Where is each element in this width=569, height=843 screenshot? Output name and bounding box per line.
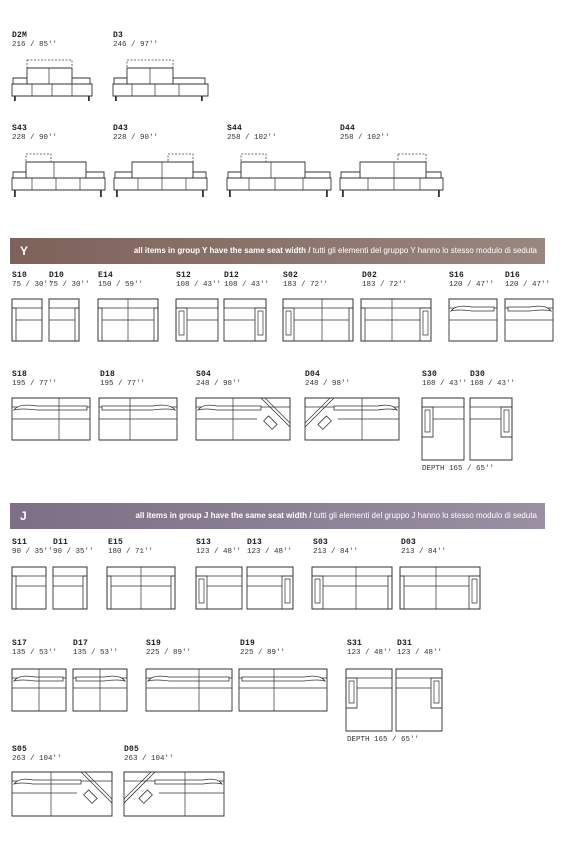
section-letter: Y	[20, 244, 29, 258]
item-code: E15	[108, 538, 124, 547]
item-dimension: 123 / 48''	[397, 649, 443, 657]
item-dimension: 195 / 77''	[100, 380, 146, 388]
item-dimension: 183 / 72''	[283, 281, 329, 289]
item-dimension: 90 / 35''	[12, 548, 53, 556]
item-code: S31	[347, 639, 363, 648]
sofa-plan-s10	[11, 298, 43, 342]
item-dimension: 228 / 90''	[113, 134, 159, 142]
sofa-plan-d02	[360, 298, 432, 342]
item-code: S11	[12, 538, 28, 547]
item-code: D03	[401, 538, 417, 547]
item-code: S44	[227, 124, 243, 133]
item-code: D43	[113, 124, 129, 133]
item-dimension: 120 / 47''	[449, 281, 495, 289]
sofa-elevation-d2m	[10, 58, 95, 103]
item-code: S05	[12, 745, 28, 754]
item-code: S12	[176, 271, 192, 280]
sofa-plan-d04	[304, 397, 400, 441]
item-code: S18	[12, 370, 28, 379]
sofa-plan-d16	[504, 298, 554, 342]
item-dimension: 108 / 43''	[470, 380, 516, 388]
item-dimension: 258 / 102''	[340, 134, 390, 142]
item-code: D05	[124, 745, 140, 754]
item-dimension: 246 / 97''	[113, 41, 159, 49]
item-code: S19	[146, 639, 162, 648]
sofa-plan-d18	[98, 397, 178, 441]
item-dimension: 108 / 43''	[176, 281, 222, 289]
item-dimension: 225 / 89''	[146, 649, 192, 657]
item-code: D12	[224, 271, 240, 280]
section-note	[135, 511, 537, 520]
item-code: D04	[305, 370, 321, 379]
sofa-plan-s02	[282, 298, 354, 342]
section-note-bold: all items in group J have the same seat width /	[135, 511, 312, 520]
section-letter: J	[20, 509, 27, 523]
item-code: S02	[283, 271, 299, 280]
item-dimension: 108 / 43''	[224, 281, 270, 289]
section-band-j	[10, 503, 545, 529]
sofa-plan-d19	[238, 668, 328, 712]
section-band-y	[10, 238, 545, 264]
sofa-plan-s17	[11, 668, 67, 712]
item-code: S03	[313, 538, 329, 547]
item-dimension: 213 / 84''	[401, 548, 447, 556]
sofa-plan-s19	[145, 668, 233, 712]
item-code: D44	[340, 124, 356, 133]
item-dimension: 195 / 77''	[12, 380, 58, 388]
item-code: D2M	[12, 31, 28, 40]
item-dimension: 120 / 47''	[505, 281, 551, 289]
item-dimension: 123 / 48''	[247, 548, 293, 556]
item-code: S30	[422, 370, 438, 379]
item-code: D11	[53, 538, 69, 547]
sofa-plan-s12	[175, 298, 219, 342]
sofa-plan-s13	[195, 566, 243, 610]
item-dimension: 75 / 30''	[49, 281, 90, 289]
item-code: S10	[12, 271, 28, 280]
item-dimension: 123 / 48''	[347, 649, 393, 657]
item-code: S16	[449, 271, 465, 280]
sofa-plan-d10	[48, 298, 80, 342]
sofa-plan-s03	[311, 566, 393, 610]
sofa-plan-s05	[11, 771, 113, 817]
item-code: S04	[196, 370, 212, 379]
item-dimension: 90 / 35''	[53, 548, 94, 556]
sofa-plan-d12	[223, 298, 267, 342]
sofa-plan-d05	[123, 771, 225, 817]
sofa-plan-d03	[399, 566, 481, 610]
sofa-elevation-s44	[225, 152, 335, 200]
item-code: S17	[12, 639, 28, 648]
sofa-elevation-s43	[10, 152, 108, 200]
sofa-elevation-d3	[111, 58, 211, 103]
item-code: D30	[470, 370, 486, 379]
section-note-bold: all items in group Y have the same seat width /	[133, 246, 311, 255]
item-code: D10	[49, 271, 65, 280]
sofa-plan-s31	[345, 668, 393, 732]
sofa-plan-s30	[421, 397, 465, 461]
item-code: S13	[196, 538, 212, 547]
item-dimension: 213 / 84''	[313, 548, 359, 556]
item-dimension: 225 / 89''	[240, 649, 286, 657]
item-code: D3	[113, 31, 124, 40]
sofa-elevation-d44	[338, 152, 446, 200]
item-dimension: 258 / 102''	[227, 134, 277, 142]
item-code: D18	[100, 370, 116, 379]
item-code: S43	[12, 124, 28, 133]
item-code: D17	[73, 639, 89, 648]
item-dimension: 75 / 30''	[12, 281, 53, 289]
item-dimension: 263 / 104''	[12, 755, 62, 763]
item-dimension: 180 / 71''	[108, 548, 154, 556]
item-code: D02	[362, 271, 378, 280]
sofa-plan-s11	[11, 566, 47, 610]
item-code: E14	[98, 271, 114, 280]
item-dimension: 108 / 43''	[422, 380, 468, 388]
sofa-plan-d17	[72, 668, 128, 712]
sofa-plan-s18	[11, 397, 91, 441]
section-note-regular: tutti gli elementi del gruppo Y hanno lo stesso modulo di seduta	[310, 246, 537, 255]
section-note-regular: tutti gli elementi del gruppo J hanno lo stesso modulo di seduta	[311, 511, 537, 520]
item-dimension: 228 / 90''	[12, 134, 58, 142]
item-dimension: 135 / 53''	[73, 649, 119, 657]
item-code: D16	[505, 271, 521, 280]
sofa-plan-e14	[97, 298, 159, 342]
section-note	[134, 246, 537, 255]
item-dimension: 123 / 48''	[196, 548, 242, 556]
sofa-plan-e15	[106, 566, 176, 610]
sofa-plan-d31	[395, 668, 443, 732]
item-dimension: 135 / 53''	[12, 649, 58, 657]
depth-note: DEPTH 165 / 65''	[347, 736, 420, 744]
item-dimension: 216 / 85''	[12, 41, 58, 49]
item-dimension: 183 / 72''	[362, 281, 408, 289]
sofa-plan-d13	[246, 566, 294, 610]
item-dimension: 248 / 98''	[305, 380, 351, 388]
item-dimension: 248 / 98''	[196, 380, 242, 388]
item-code: D13	[247, 538, 263, 547]
depth-note: DEPTH 165 / 65''	[422, 465, 495, 473]
sofa-plan-s16	[448, 298, 498, 342]
item-code: D19	[240, 639, 256, 648]
item-dimension: 150 / 59''	[98, 281, 144, 289]
sofa-plan-d11	[52, 566, 88, 610]
item-dimension: 263 / 104''	[124, 755, 174, 763]
item-code: D31	[397, 639, 413, 648]
sofa-plan-d30	[469, 397, 513, 461]
sofa-plan-s04	[195, 397, 291, 441]
sofa-elevation-d43	[112, 152, 210, 200]
